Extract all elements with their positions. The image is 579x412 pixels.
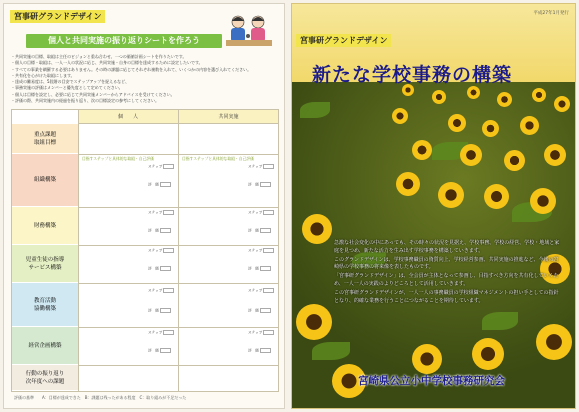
row-divider: [78, 327, 278, 328]
sunflower: [520, 116, 539, 135]
row-label-focus: 重点課題 取組目標: [12, 124, 78, 154]
step-sub-label: 目指すステップと具体的な取組・自己評価: [182, 156, 254, 161]
row-divider: [78, 283, 278, 284]
header-joint: 共同実施: [179, 110, 278, 124]
evaluation-field[interactable]: 評 価: [148, 228, 171, 234]
evaluation-field[interactable]: 評 価: [248, 266, 271, 272]
sunflower: [536, 324, 572, 360]
step-field[interactable]: ステップ: [148, 248, 174, 254]
sunflower: [448, 114, 466, 132]
sunflower: [412, 140, 432, 160]
step-field[interactable]: ステップ: [248, 288, 274, 294]
message-paragraph: 「宮事研グランドデザイン」は、全会員が主体となって参画し、目指すべき方向を共有化していくため、一人一人の実践のよりどころとして活用していきます。: [334, 273, 559, 287]
row-label-finance: 財務構築: [12, 207, 78, 245]
row-divider: [78, 207, 278, 208]
evaluation-field[interactable]: 評 価: [248, 228, 271, 234]
evaluation-field[interactable]: 評 価: [248, 182, 271, 188]
cover-title: 新たな学校事務の構築: [312, 64, 513, 86]
grand-design-tag: 宮事研グランドデザイン: [10, 10, 105, 23]
instruction-line: ・すべての事業を網羅する必要はありません。その時の課題に応じてそれぞれ複数を入れて、いくつかの内容を選び入れてください。: [11, 66, 252, 72]
row-label-organization: 組織構築: [12, 154, 78, 207]
column-divider: [78, 110, 79, 391]
sunflower: [472, 338, 504, 370]
grand-design-tag: 宮事研グランドデザイン: [296, 34, 391, 47]
worksheet-title: 個人と共同実施の振り返りシートを作ろう: [26, 34, 222, 48]
instruction-line: ・評価の際、共同実施内の経過を振り返り、次の目標設定の参考にしてください。: [11, 98, 159, 104]
header-individual: 個 人: [78, 110, 178, 124]
step-sub-label: 目指すステップと具体的な取組・自己評価: [82, 156, 154, 161]
instruction-line: ・個人の目標・取組は、一人一人の状況に応じ、共同実施・自身の目標を達成するために設定したいです。: [11, 60, 203, 66]
step-field[interactable]: ステップ: [248, 248, 274, 254]
evaluation-field[interactable]: 評 価: [148, 308, 171, 314]
row-divider: [78, 154, 278, 155]
instruction-line: ・個人は目標を設定し、必要に応じて共同実施メンバーからアドバイスを受けてください。: [11, 91, 175, 97]
column-divider: [178, 110, 179, 391]
right-page-cover: [291, 3, 576, 409]
sunflower: [396, 172, 420, 196]
sunflower: [467, 86, 480, 99]
step-field[interactable]: ステップ: [148, 288, 174, 294]
sunflower: [412, 344, 442, 374]
evaluation-field[interactable]: 評 価: [148, 182, 171, 188]
evaluation-legend: 評価の基準 A：目標が達成できた B：課題は残ったがある程度 C：取り組みが不足だった: [14, 395, 187, 400]
row-divider: [78, 365, 278, 366]
message-paragraph: このグランドデザインは、学校事務職員の資質向上、学校経営参画、共同実施の推進など、今後の宮崎県の学校事務の将来像を表したものです。: [334, 256, 559, 271]
row-label-reflection: 行動の振り返り 次年度への課題: [12, 365, 78, 391]
sunflower: [482, 120, 499, 137]
sunflower: [432, 90, 446, 104]
left-page: [3, 3, 285, 409]
row-label-education: 教育活動 協働構築: [12, 283, 78, 327]
sunflower: [530, 188, 556, 214]
sunflower: [438, 182, 464, 208]
cover-message: [334, 240, 560, 306]
step-field[interactable]: ステップ: [148, 210, 174, 216]
sunflower: [544, 144, 566, 166]
instruction-line: ・事務実施の評価はメンバーと優先度として定めてください。: [11, 85, 123, 91]
reflection-sheet-table: [11, 109, 279, 392]
message-paragraph: この宮事研グランドデザインが、一人一人の事務職員の学校組織マネジメントの担い手としての指針となり、的確な業務を行うことにつながることを期待しています。: [334, 289, 559, 304]
evaluation-field[interactable]: 評 価: [248, 308, 271, 314]
sunflower: [392, 108, 408, 124]
evaluation-field[interactable]: 評 価: [148, 348, 171, 354]
instruction-line: ・共有化を心がけた取組にします。: [11, 72, 75, 78]
row-label-planning: 経営企画構築: [12, 327, 78, 365]
sunflower: [296, 304, 332, 340]
row-divider: [78, 245, 278, 246]
sunflower: [504, 150, 525, 171]
worksheet-instructions: [11, 54, 279, 104]
row-label-student-service: 児童生徒の指導 サービス構築: [12, 245, 78, 283]
sunflower: [554, 96, 570, 112]
evaluation-field[interactable]: 評 価: [248, 348, 271, 354]
sunflower: [532, 88, 546, 102]
sunflower: [460, 144, 482, 166]
step-field[interactable]: ステップ: [148, 330, 174, 336]
instruction-line: ・達成の難易度は、5段階の目安でステップアップを捉えるなど、: [11, 79, 130, 85]
instruction-line: ・共同実施の目標、取組は主任のビジョンと重ね合わせ、一つの価値計画シートを作りたいです。: [11, 54, 187, 59]
teachers-illustration: [224, 12, 274, 48]
step-field[interactable]: ステップ: [148, 164, 174, 170]
message-paragraph: 急激な社会変化の中にあっても、その時々の状況を見据え、学校事務、学校の経営、学校・地域と家庭を見つめ、新たな活力を生み出す学校事務を構築していきます。: [334, 240, 560, 254]
evaluation-field[interactable]: 評 価: [148, 266, 171, 272]
issue-date: 平成27年1月発行: [533, 11, 569, 16]
publisher-name: 宮崎県公立小中学校事務研究会: [358, 375, 505, 387]
step-field[interactable]: ステップ: [248, 164, 274, 170]
step-field[interactable]: ステップ: [248, 330, 274, 336]
sunflower: [302, 214, 332, 244]
step-field[interactable]: ステップ: [248, 210, 274, 216]
sunflower: [484, 184, 509, 209]
sunflower: [497, 92, 512, 107]
